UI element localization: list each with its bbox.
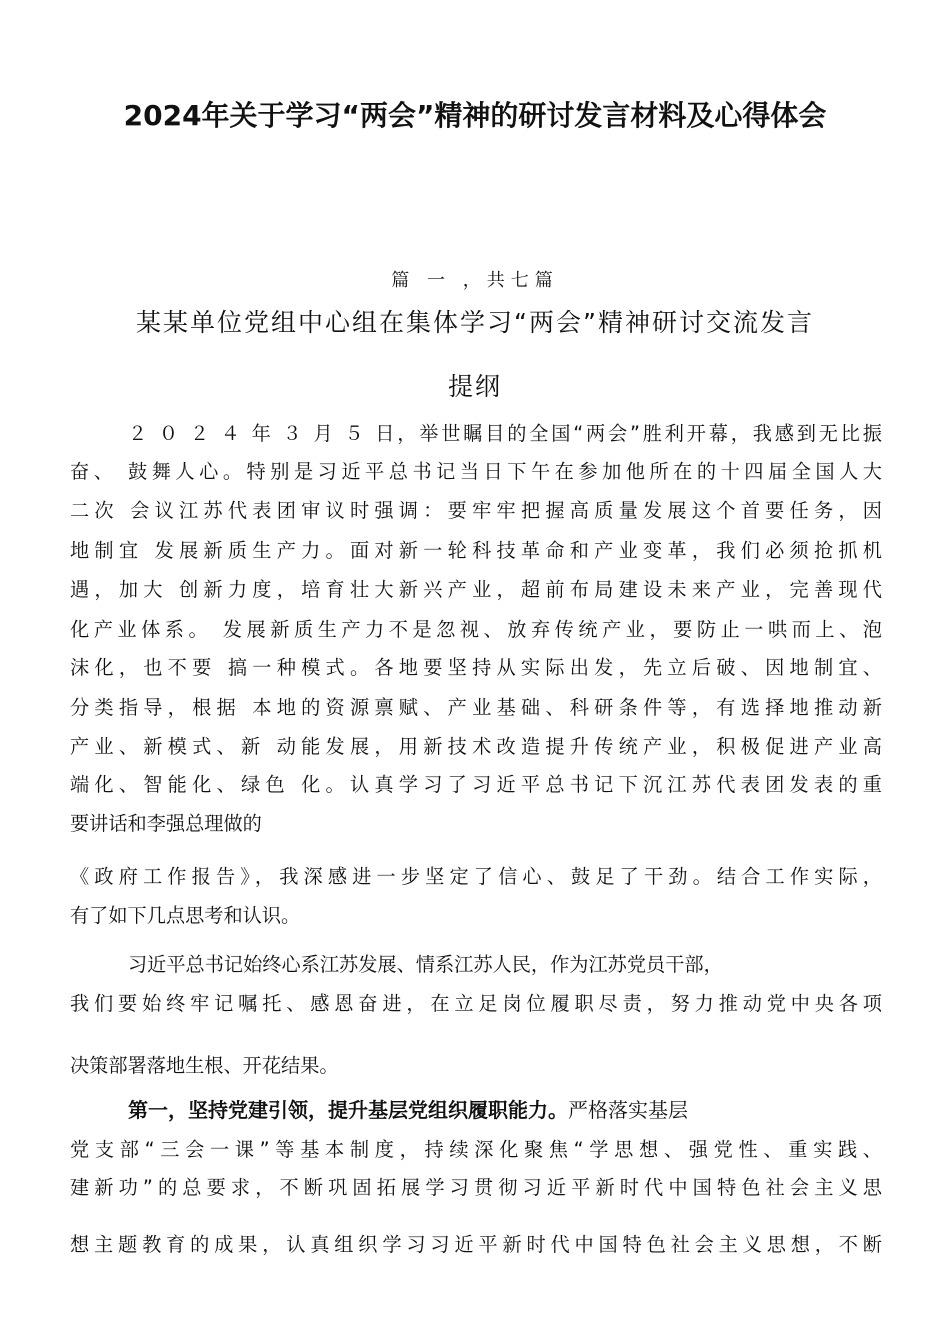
paragraph-line-first (128, 1096, 882, 1124)
document-subtitle: 篇 一 ，共七篇 (391, 270, 559, 291)
paragraph-line: 化产业体系。 发展新质生产力不是忽视、放弃传统产业，要防止一哄而上、泡 (70, 618, 882, 641)
paragraph-line: 产业、新模式、新 动能发展，用新技术改造提升传统产业，积极促进产业高 (70, 735, 882, 758)
paragraph-line: 奋、 鼓舞人心。特别是习近平总书记当日下午在参加他所在的十四届全国人大 (70, 460, 882, 483)
paragraph-line: 想主题教育的成果，认真组织学习习近平新时代中国特色社会主义思想，不断 (70, 1233, 882, 1256)
paragraph-line: 建新功”的总要求，不断巩固拓展学习贯彻习近平新时代中国特色社会主义思 (70, 1176, 882, 1199)
paragraph-line: 党支部“三会一课”等基本制度，持续深化聚焦“学思想、强党性、重实践、 (70, 1138, 882, 1161)
paragraph-line: 端化、智能化、绿色 化。认真学习了习近平总书记下沉江苏代表团发表的重 (70, 773, 882, 796)
paragraph-text: 严格落实基层 (568, 1098, 688, 1122)
bold-lead-text: 第一，坚持党建引领，提升基层党组织履职能力。 (128, 1098, 568, 1122)
paragraph-line: 二次 会议江苏代表团审议时强调：要牢牢把握高质量发展这个首要任务，因 (70, 499, 882, 522)
paragraph-line: 习近平总书记始终心系江苏发展、情系江苏人民，作为江苏党员干部， (128, 953, 723, 976)
paragraph-line: 遇，加大 创新力度，培育壮大新兴产业，超前布局建设未来产业，完善现代 (70, 578, 882, 601)
section-heading-continued: 提纲 (447, 372, 502, 401)
paragraph-line: 沫化，也不要 搞一种模式。各地要坚持从实际出发，先立后破、因地制宜、 (70, 656, 882, 679)
paragraph-line: 我们要始终牢记嘱托、感恩奋进，在立足岗位履职尽责，努力推动党中央各项 (70, 992, 882, 1015)
section-heading: 某某单位党组中心组在集体学习“两会”精神研讨交流发言 (136, 308, 814, 337)
paragraph-line: 有了如下几点思考和认识。 (70, 904, 301, 927)
paragraph-line: 要讲话和李强总理做的 (70, 812, 262, 835)
paragraph-line: 决策部署落地生根、开花结果。 (70, 1054, 339, 1077)
paragraph-line: 《政府工作报告》，我深感进一步坚定了信心、鼓足了干劲。结合工作实际， (70, 865, 882, 888)
document-title: 2024年关于学习“两会”精神的研讨发言材料及心得体会 (123, 99, 827, 132)
paragraph-line: ２ ０ ２ ４ 年 ３ 月 ５ 日，举世瞩目的全国“两会”胜利开幕，我感到无比振 (128, 422, 882, 445)
paragraph-line: 地制宜 发展新质生产力。面对新一轮科技革命和产业变革，我们必须抢抓机 (70, 539, 882, 562)
paragraph-line: 分类指导，根据 本地的资源禀赋、产业基础、科研条件等，有选择地推动新 (70, 696, 882, 719)
